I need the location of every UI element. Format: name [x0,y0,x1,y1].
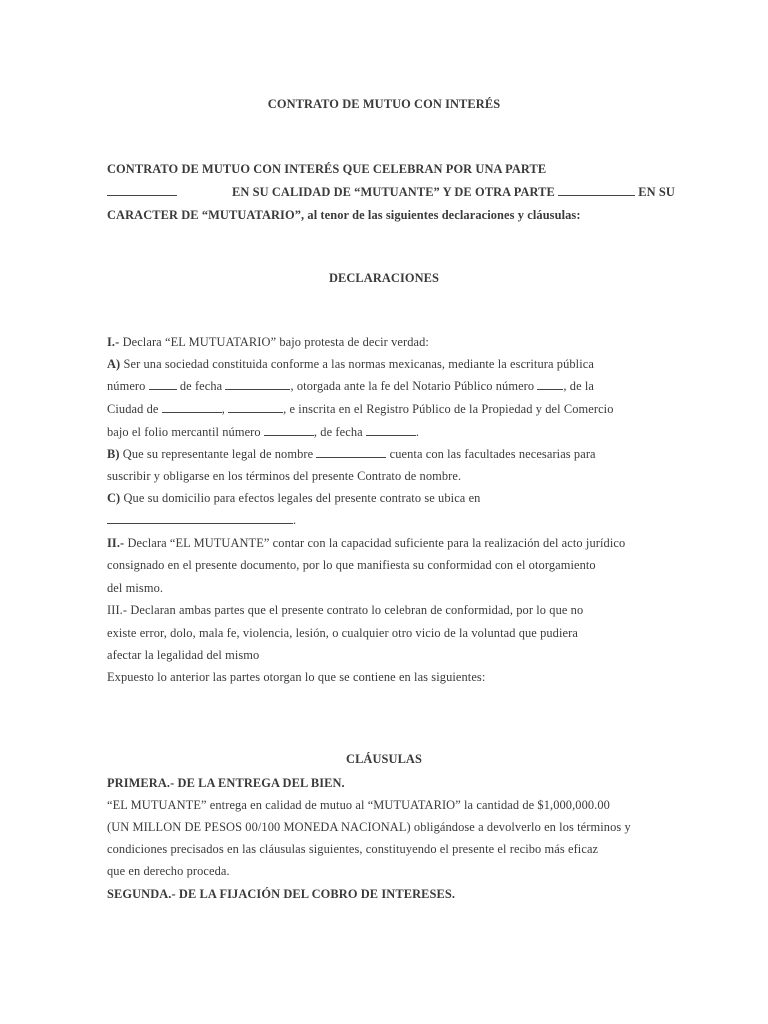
decl-A-line-2: número de fecha , otorgada ante la fe del Notario Público número , de la [107,379,595,393]
decl-C-line-1: C) Que su domicilio para efectos legales del presente contrato se ubica en [107,491,481,505]
decl-A-line-3: Ciudad de , , e inscrita en el Registro Público de la Propiedad y del Comercio [107,402,614,416]
decl-A-line-4: bajo el folio mercantil número , de fecha . [107,425,420,439]
clausulas-heading: CLÁUSULAS [346,752,422,766]
blank-escritura-fecha[interactable] [225,378,290,390]
decl-III-line-2: existe error, dolo, mala fe, violencia, lesión, o cualquier otro vicio de la voluntad que pudiera [107,626,578,640]
blank-folio-fecha[interactable] [366,424,416,436]
decl-B-line-1: B) Que su representante legal de nombre cuenta con las facultades necesarias para [107,447,596,461]
primera-line-1: “EL MUTUANTE” entrega en calidad de mutuo al “MUTUATARIO” la cantidad de $1,000,000.00 [107,798,610,812]
decl-III-line-1: III.- Declaran ambas partes que el presente contrato lo celebran de conformidad, por lo que no [107,603,584,617]
decl-B-line-2: suscribir y obligarse en los términos del presente Contrato de nombre. [107,469,462,483]
blank-representante-legal[interactable] [316,446,386,458]
blank-mutuatario-name[interactable] [558,184,635,196]
decl-II-line-1: II.- Declara “EL MUTUANTE” contar con la capacidad suficiente para la realización del acto jurídico [107,536,626,550]
document-title: CONTRATO DE MUTUO CON INTERÉS [267,97,501,111]
blank-domicilio[interactable] [107,512,293,524]
decl-I: I.- Declara “EL MUTUATARIO” bajo protesta de decir verdad: [107,335,429,349]
segunda-heading: SEGUNDA.- DE LA FIJACIÓN DEL COBRO DE INTERESES. [107,887,456,901]
intro-line-2: EN SU CALIDAD DE “MUTUANTE” Y DE OTRA PARTE EN SU [107,184,675,200]
decl-II-line-2: consignado en el presente documento, por lo que manifiesta su conformidad con el otorgamiento [107,558,596,572]
blank-mutuante-name[interactable] [107,184,177,196]
blank-escritura-numero[interactable] [149,378,177,390]
decl-II-line-3: del mismo. [107,581,164,595]
primera-heading: PRIMERA.- DE LA ENTREGA DEL BIEN. [107,776,345,790]
blank-notario-numero[interactable] [537,378,563,390]
blank-ciudad[interactable] [162,401,222,413]
intro-line-1: CONTRATO DE MUTUO CON INTERÉS QUE CELEBRAN POR UNA PARTE [107,162,547,176]
primera-line-4: que en derecho proceda. [107,864,230,878]
primera-line-3: condiciones precisados en las cláusulas siguientes, constituyendo el presente el recibo más eficaz [107,842,599,856]
decl-C-line-2: . [107,512,296,528]
blank-estado[interactable] [228,401,283,413]
declaraciones-heading: DECLARACIONES [328,271,440,285]
decl-III-line-3: afectar la legalidad del mismo [107,648,260,662]
primera-line-2: (UN MILLON DE PESOS 00/100 MONEDA NACIONAL) obligándose a devolverlo en los términos y [107,820,631,834]
expuesto-line: Expuesto lo anterior las partes otorgan lo que se contiene en las siguientes: [107,670,486,684]
intro-line-3: CARACTER DE “MUTUATARIO”, al tenor de las siguientes declaraciones y cláusulas: [107,208,581,222]
blank-folio-mercantil[interactable] [264,424,314,436]
decl-A-line-1: A) Ser una sociedad constituida conforme a las normas mexicanas, mediante la escritura pública [107,357,594,371]
